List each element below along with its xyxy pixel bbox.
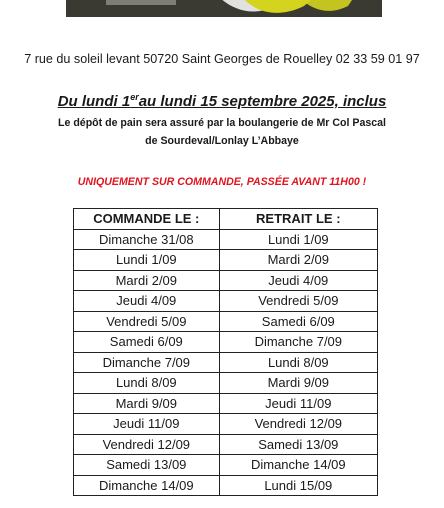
order-date-cell: Dimanche 14/09 [74,475,220,496]
column-header-pickup: RETRAIT LE : [219,209,377,230]
headline-suffix: au lundi 15 septembre 2025, inclus [138,93,387,110]
table-row [74,455,378,476]
table-row [74,291,378,312]
store-address: 7 rue du soleil levant 50720 Saint Georges de Rouelley 02 33 59 01 97 [24,52,420,66]
order-date-cell: Vendredi 5/09 [74,311,220,332]
table-row [74,352,378,373]
order-date-cell: Samedi 13/09 [74,455,220,476]
table-row [74,332,378,353]
order-date-cell: Lundi 1/09 [74,250,220,271]
headline-superscript: er [130,92,139,102]
pickup-date-cell: Mardi 9/09 [219,373,377,394]
column-header-order: COMMANDE LE : [74,209,220,230]
table-header-row [74,209,378,230]
pickup-date-cell: Vendredi 5/09 [219,291,377,312]
pickup-date-cell: Mardi 2/09 [219,250,377,271]
table-row [74,393,378,414]
order-date-cell: Dimanche 7/09 [74,352,220,373]
table-row [74,270,378,291]
order-warning: UNIQUEMENT SUR COMMANDE, PASSÉE AVANT 11H00 ! [77,176,367,188]
pickup-date-cell: Jeudi 11/09 [219,393,377,414]
notice-line-2: de Sourdeval/Lonlay L’Abbaye [145,135,299,147]
pickup-date-cell: Lundi 1/09 [219,229,377,250]
headline-prefix: Du lundi 1 [57,93,131,110]
order-date-cell: Vendredi 12/09 [74,434,220,455]
pickup-date-cell: Vendredi 12/09 [219,414,377,435]
order-date-cell: Lundi 8/09 [74,373,220,394]
order-date-cell: Mardi 9/09 [74,393,220,414]
order-date-cell: Mardi 2/09 [74,270,220,291]
pickup-date-cell: Lundi 8/09 [219,352,377,373]
order-date-cell: Dimanche 31/08 [74,229,220,250]
pickup-date-cell: Dimanche 7/09 [219,332,377,353]
pickup-date-cell: Jeudi 4/09 [219,270,377,291]
closure-period-heading [0,92,444,110]
order-pickup-table [73,208,378,496]
pickup-date-cell: Samedi 6/09 [219,311,377,332]
table-row [74,229,378,250]
pickup-date-cell: Dimanche 14/09 [219,455,377,476]
table-row [74,414,378,435]
table-row [74,434,378,455]
order-date-cell: Jeudi 4/09 [74,291,220,312]
table-row [74,373,378,394]
pickup-date-cell: Samedi 13/09 [219,434,377,455]
table-row [74,311,378,332]
table-row [74,475,378,496]
order-date-cell: Jeudi 11/09 [74,414,220,435]
order-date-cell: Samedi 6/09 [74,332,220,353]
table-row [74,250,378,271]
pickup-date-cell: Lundi 15/09 [219,475,377,496]
store-logo [66,0,382,17]
notice-line-1: Le dépôt de pain sera assuré par la boulangerie de Mr Col Pascal [58,117,386,129]
store-logo-banner [66,0,382,17]
